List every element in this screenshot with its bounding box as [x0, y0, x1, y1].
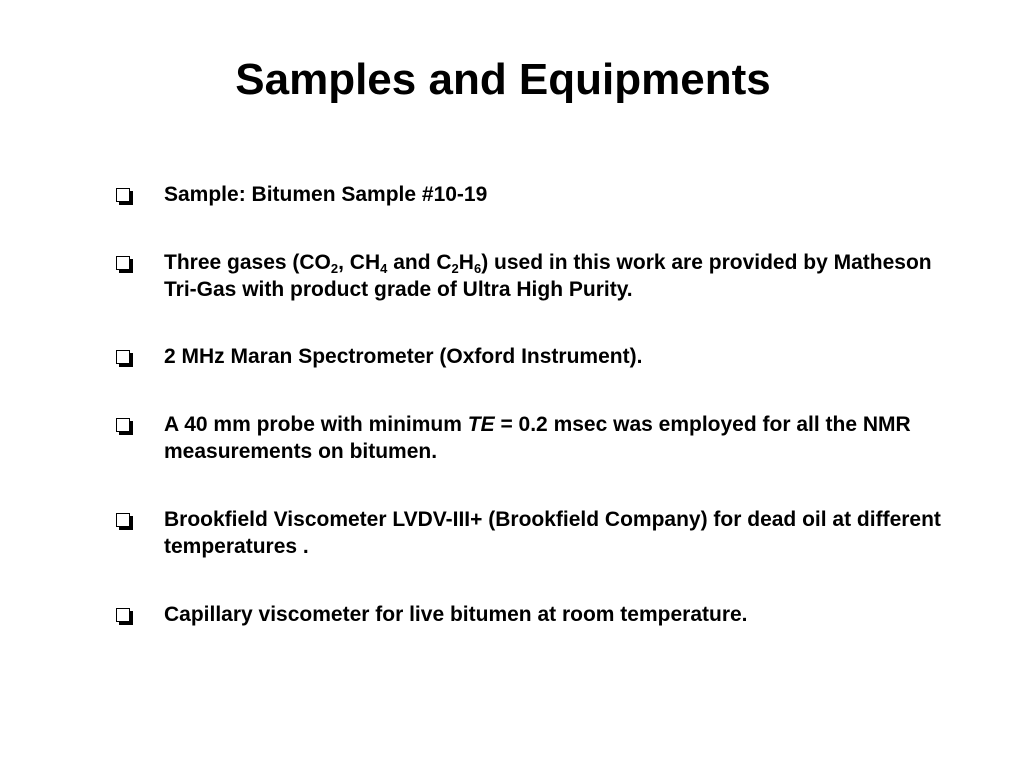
slide-title: Samples and Equipments [235, 55, 771, 104]
text-run: = 0.2 msec was employed for all the NMR measurements on bitumen. [164, 413, 911, 463]
bullet-text [164, 249, 954, 303]
text-run: H [458, 251, 474, 274]
text-run: Three gases (CO [164, 251, 331, 274]
checkbox-bullet-icon [116, 418, 130, 432]
bullet-text: Sample: Bitumen Sample #10-19 [164, 183, 488, 206]
subscript: 2 [330, 261, 339, 276]
text-run: ) used in this work are provided by Matheson Tri-Gas with product grade of Ultra High Purity. [164, 251, 932, 301]
checkbox-bullet-icon [116, 350, 130, 364]
checkbox-bullet-icon [116, 256, 130, 270]
text-run: A 40 mm probe with minimum [164, 413, 468, 436]
checkbox-bullet-icon [116, 188, 130, 202]
subscript: 4 [380, 261, 388, 276]
checkbox-bullet-icon [116, 608, 130, 622]
bullet-text: Capillary viscometer for live bitumen at room temperature. [164, 603, 748, 626]
text-run: , CH [338, 251, 381, 274]
subscript: 6 [473, 261, 482, 276]
bullet-text [164, 411, 954, 465]
text-run: and C [387, 251, 452, 274]
subscript: 2 [451, 261, 459, 276]
italic-term: TE [467, 413, 495, 436]
bullet-text: 2 MHz Maran Spectrometer (Oxford Instrument). [164, 345, 643, 368]
bullet-text: Brookfield Viscometer LVDV-III+ (Brookfield Company) for dead oil at different temperatures . [164, 508, 941, 558]
checkbox-bullet-icon [116, 513, 130, 527]
